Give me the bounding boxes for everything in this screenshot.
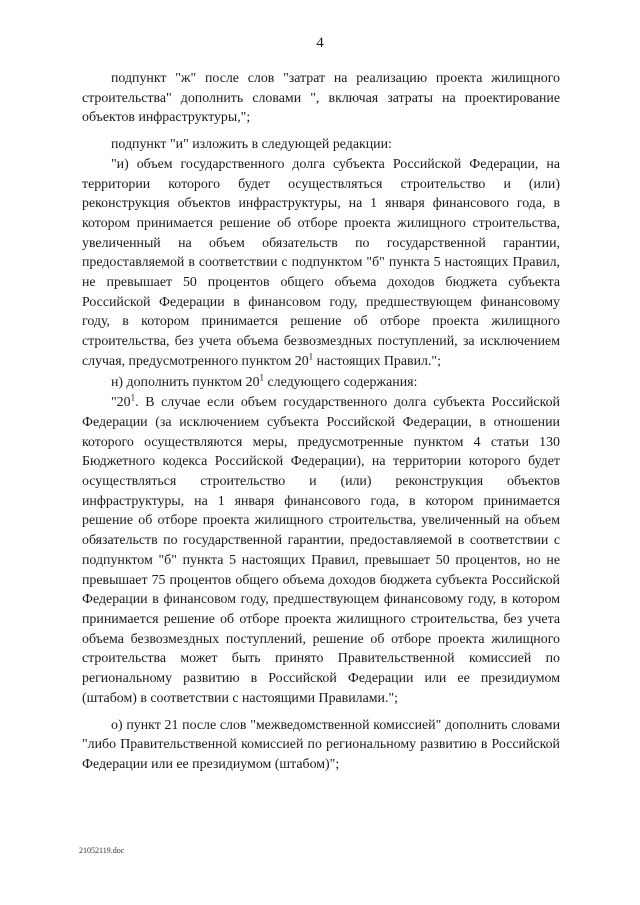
subpoint-n-text-end: следующего содержания: <box>264 374 418 390</box>
superscript-1: 1 <box>259 371 265 382</box>
superscript-1: 1 <box>308 351 314 362</box>
file-name-footer: 21052119.doc <box>79 846 125 855</box>
paragraph-subpoint-i-intro: подпункт "и" изложить в следующей редакции: <box>111 137 392 153</box>
document-body <box>82 69 560 775</box>
point-20-1-number: "20 <box>111 395 131 411</box>
paragraph-subpoint-o: о) пункт 21 после слов "межведомственной комиссией" дополнить словами "либо Правительственной комиссией по региональному развитию в Российской Федерации или ее президиумом (штабом)"; <box>82 717 560 772</box>
superscript-1: 1 <box>130 392 136 403</box>
point-20-1-text: . В случае если объем государственного долга субъекта Российской Федерации (за исключением субъекта Российской Федерации, в отношении которого осуществляются меры, предусмотренные пунктом 4 статьи 130 Бюджетного кодекса Российской Федерации), на территории которого будет осуществляться строительство и (или) реконструкция объектов инфраструктуры, на 1 января финансового года, в котором принимается решение об отборе проекта жилищного строительства, увеличенный на объем обязательств по государственной гарантии, предоставляемой в соответствии с подпунктом "б" пункта 5 настоящих Правил, превышает 50 процентов, но не превышает 75 процентов общего объема доходов бюджета субъекта Российской Федерации в финансовом году, предшествующем финансовому году, в котором принимается решение об отборе проекта жилищного строительства, без учета объема безвозмездных поступлений, решение об отборе проекта жилищного строительства может быть принято Правительственной комиссией по региональному развитию в Российской Федерации или ее президиумом (штабом) в соответствии с настоящими Правилами."; <box>82 395 560 706</box>
page-number: 4 <box>316 35 324 51</box>
paragraph-point-20-1 <box>82 393 560 708</box>
subpoint-i-text-main: "и) объем государственного долга субъекта Российской Федерации, на территории которого будет осуществляться строительство и (или) реконструкция объектов инфраструктуры, на 1 января финансового года, в котором принимается решение об отборе проекта жилищного строительства, увеличенный на объем обязательств по государственной гарантии, предоставляемой в соответствии с подпунктом "б" пункта 5 настоящих Правил, не превышает 50 процентов общего объема доходов бюджета субъекта Российской Федерации в финансовом году, предшествующем финансовому году, в котором принимается решение об отборе проекта жилищного строительства, без учета объема безвозмездных поступлений, за исключением случая, предусмотренного пунктом 20 <box>82 156 560 369</box>
subpoint-n-text: н) дополнить пунктом 20 <box>111 374 260 390</box>
paragraph-subpoint-zh: подпункт "ж" после слов "затрат на реализацию проекта жилищного строительства" дополнить словами ", включая затраты на проектирование объектов инфраструктуры,"; <box>82 71 560 126</box>
subpoint-i-text-end: настоящих Правил."; <box>313 353 441 369</box>
paragraph-subpoint-i-text <box>82 155 560 372</box>
paragraph-subpoint-n <box>82 373 560 393</box>
